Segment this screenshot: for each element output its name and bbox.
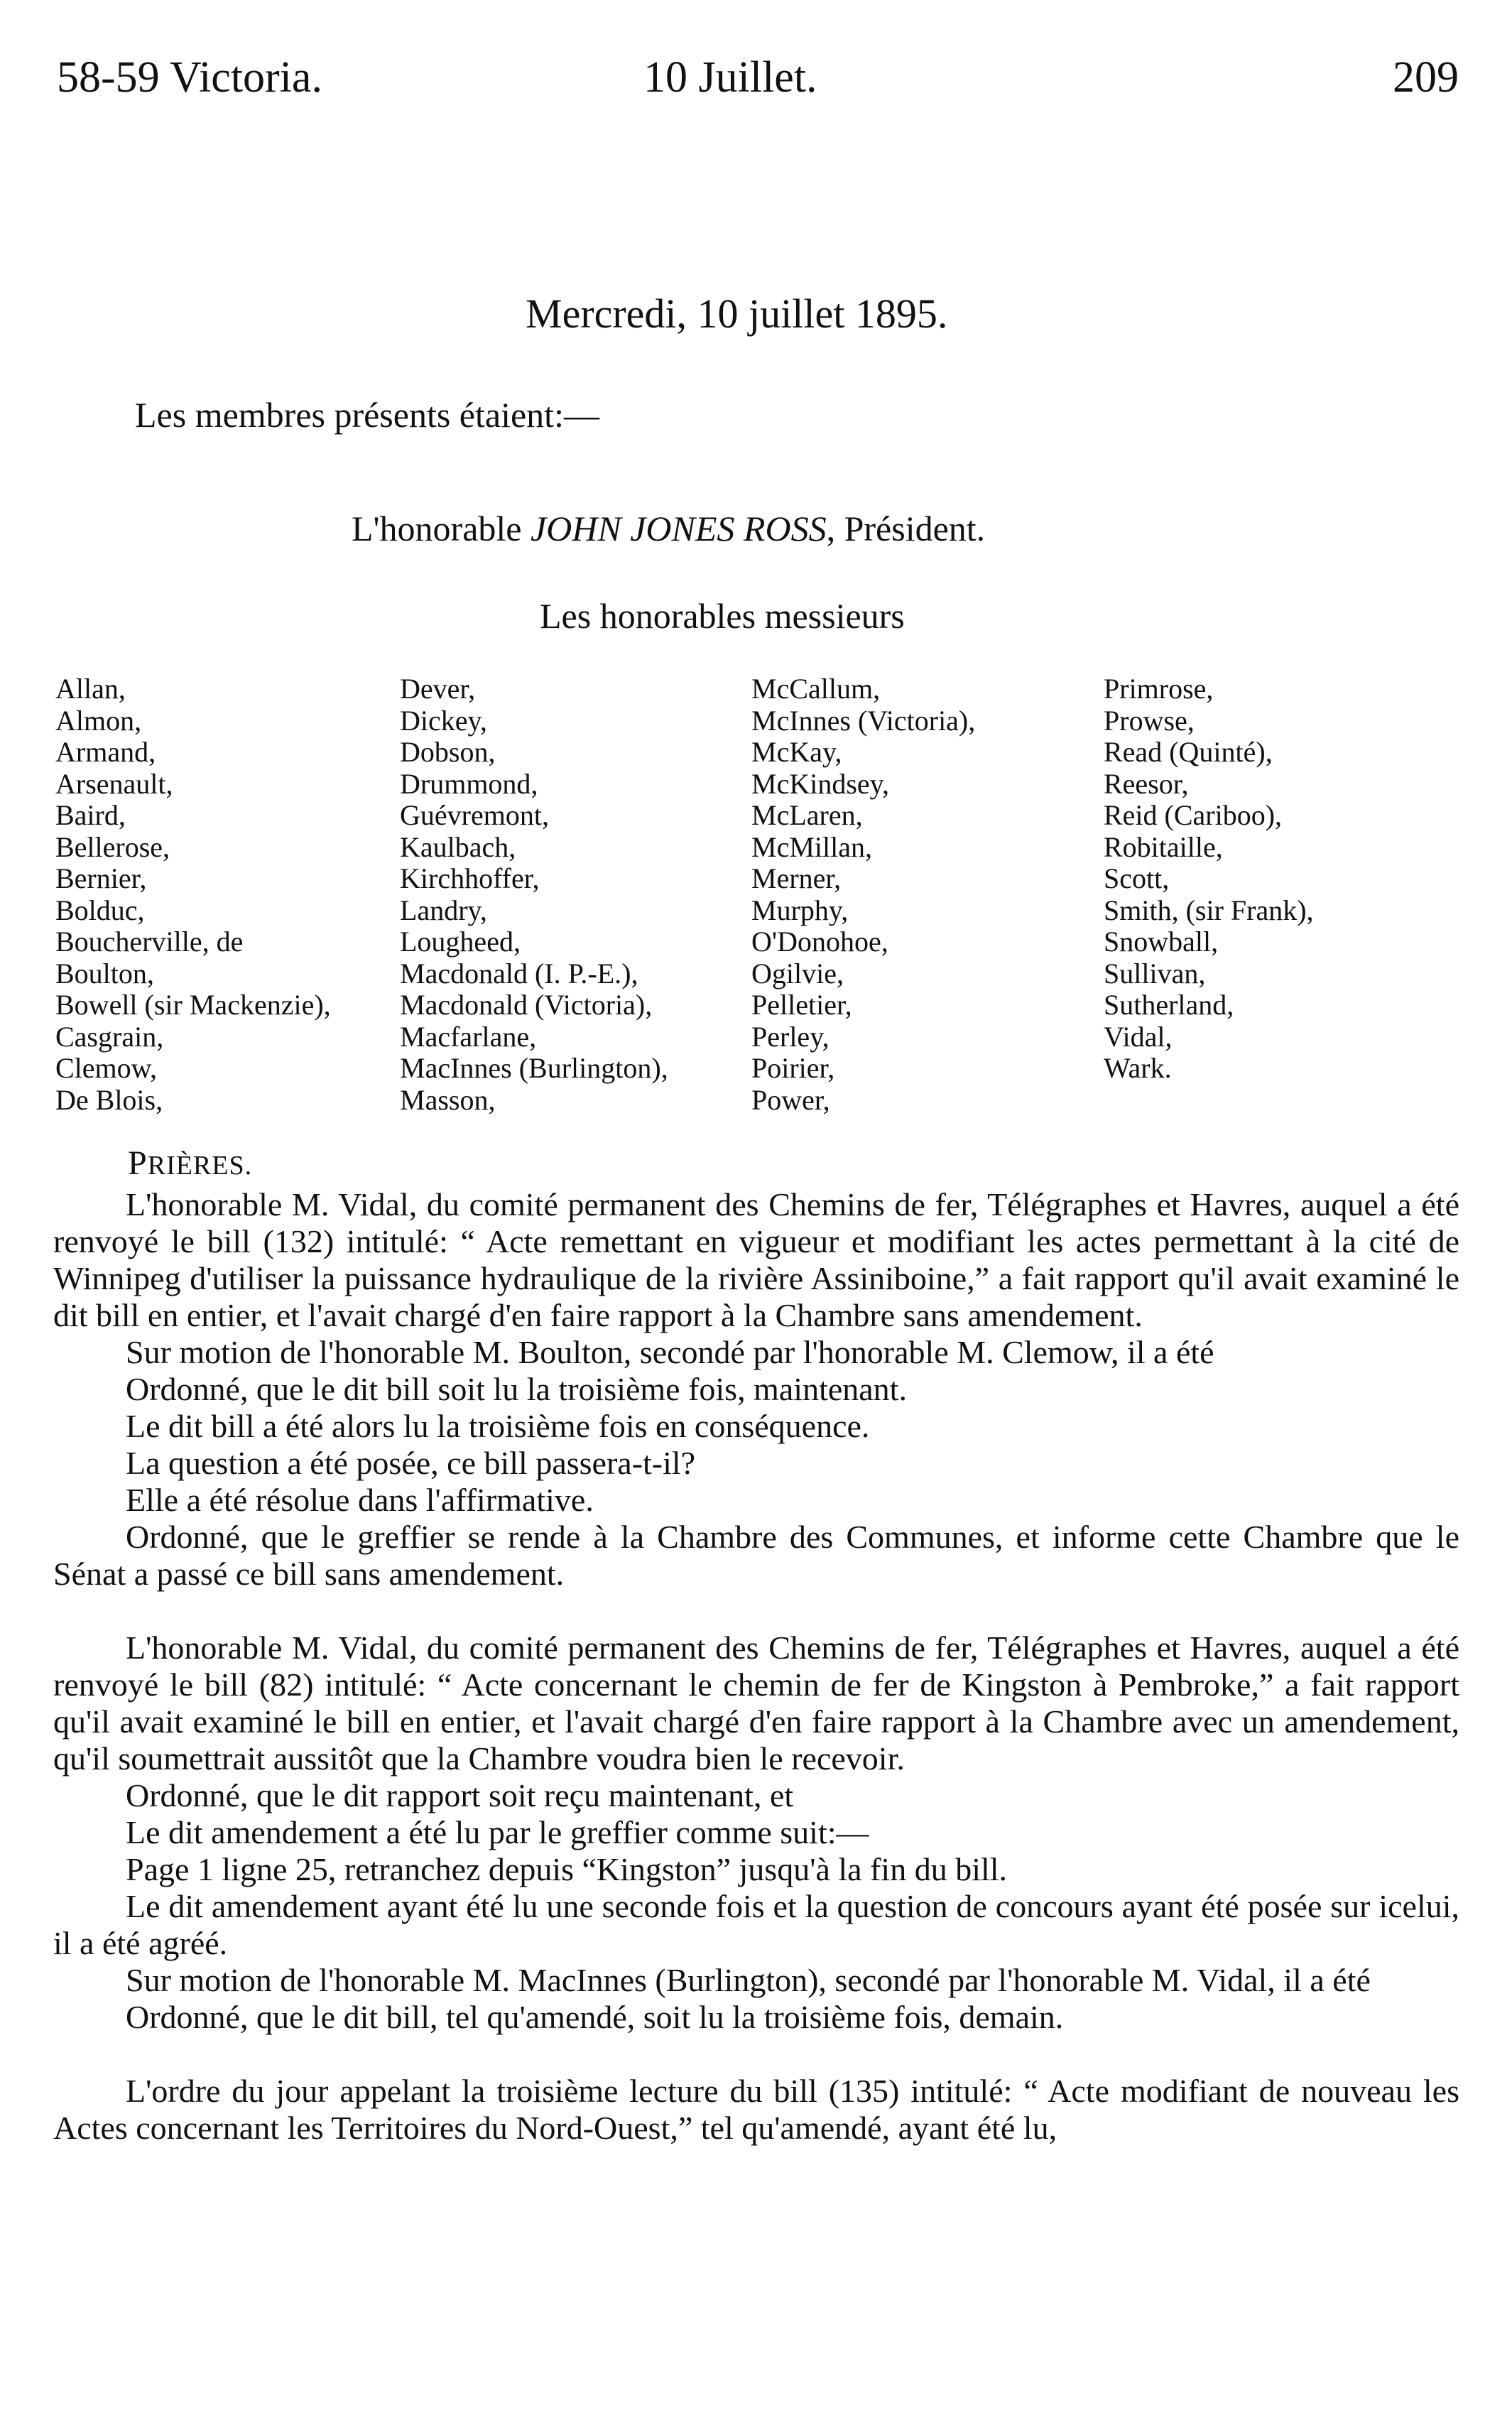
member-name: Prowse, [1104, 704, 1195, 737]
running-header-date: 10 Juillet. [643, 53, 817, 102]
member-name: Lougheed, [400, 926, 521, 958]
member-name: Armand, [55, 736, 156, 768]
member-name: Read (Quinté), [1104, 736, 1273, 768]
proceedings-text [53, 1186, 1459, 2147]
proceedings-paragraph: L'honorable M. Vidal, du comité permanent des Chemins de fer, Télégraphes et Havres, auquel a été renvoyé le bill (132) intitulé: “ Acte remettant en vigueur et modifiant les actes permettant à la cité de Winnipeg d'utiliser la puissance hydraulique de la rivière Assiniboine,” a fait rapport qu'il avait examiné le dit bill en entier, et l'avait chargé d'en faire rapport à la Chambre sans amendement. [53, 1186, 1459, 1333]
present-members-label: Les membres présents étaient:— [135, 395, 599, 435]
sitting-date: Mercredi, 10 juillet 1895. [526, 291, 948, 337]
honorables-label: Les honorables messieurs [540, 596, 905, 636]
member-name: Smith, (sir Frank), [1104, 894, 1314, 926]
member-name: Murphy, [751, 894, 849, 926]
member-name: Landry, [400, 894, 487, 926]
member-column-2 [400, 673, 668, 1116]
member-name: Kaulbach, [400, 830, 516, 863]
prayers-rest: RIÈRES. [147, 1151, 253, 1181]
member-name: O'Donohoe, [751, 926, 888, 958]
member-name: McInnes (Victoria), [751, 704, 976, 737]
proceedings-paragraph: Page 1 ligne 25, retranchez depuis “Kingston” jusqu'à la fin du bill. [126, 1851, 1008, 1887]
page-number: 209 [1393, 53, 1459, 102]
member-name: Macdonald (Victoria), [400, 989, 653, 1021]
proceedings-paragraph: Ordonné, que le dit bill soit lu la troisième fois, maintenant. [126, 1371, 907, 1407]
member-column-3 [751, 673, 975, 1116]
member-name: Boulton, [55, 957, 154, 989]
proceedings-paragraph: Sur motion de l'honorable M. MacInnes (Burlington), secondé par l'honorable M. Vidal, il a été [126, 1962, 1371, 1998]
member-name: Reesor, [1104, 767, 1189, 800]
member-name: Allan, [55, 673, 126, 705]
member-name: Boucherville, de [55, 926, 244, 958]
member-name: Dobson, [400, 736, 496, 768]
member-name: Almon, [55, 704, 142, 737]
member-name: Snowball, [1104, 926, 1219, 958]
member-name: Macdonald (I. P.-E.), [400, 957, 638, 989]
member-name: Bellerose, [55, 830, 170, 863]
member-name: Guévremont, [400, 799, 549, 831]
president-name: JOHN JONES ROSS [530, 509, 827, 548]
member-name: Ogilvie, [751, 957, 844, 989]
member-name: Bolduc, [55, 894, 145, 926]
proceedings-paragraph: Ordonné, que le greffier se rende à la Chambre des Communes, et informe cette Chambre que le Sénat a passé ce bill sans amendement. [53, 1519, 1459, 1592]
prayers-initial: P [128, 1144, 148, 1182]
proceedings-paragraph: Le dit amendement a été lu par le greffier comme suit:— [126, 1814, 869, 1850]
proceedings-paragraph: La question a été posée, ce bill passera-t-il? [126, 1445, 696, 1481]
member-name: Bowell (sir Mackenzie), [55, 989, 331, 1021]
member-name: Merner, [751, 862, 842, 894]
president-suffix: , Président. [826, 509, 986, 548]
proceedings-paragraph: Sur motion de l'honorable M. Boulton, secondé par l'honorable M. Clemow, il a été [126, 1334, 1214, 1370]
member-name: Perley, [751, 1020, 830, 1053]
member-name: Macfarlane, [400, 1020, 537, 1053]
member-name: McMillan, [751, 830, 872, 863]
proceedings-paragraph: Le dit bill a été alors lu la troisième fois en conséquence. [126, 1408, 870, 1444]
member-name: Vidal, [1104, 1020, 1173, 1053]
proceedings-paragraph: Ordonné, que le dit rapport soit reçu maintenant, et [126, 1777, 794, 1813]
member-name: McLaren, [751, 799, 863, 831]
member-name: Arsenault, [55, 767, 173, 800]
member-name: Bernier, [55, 862, 147, 894]
member-name: McKay, [751, 736, 842, 768]
running-header-session: 58-59 Victoria. [57, 53, 322, 102]
member-column-4 [1104, 673, 1314, 1085]
president-prefix: L'honorable [352, 509, 531, 548]
member-name: Dever, [400, 673, 476, 705]
member-name: Pelletier, [751, 989, 852, 1021]
member-name: McKindsey, [751, 767, 890, 800]
member-name: Primrose, [1104, 673, 1214, 705]
proceedings-paragraph: Le dit amendement ayant été lu une seconde fois et la question de concours ayant été posée sur icelui, il a été agréé. [53, 1888, 1459, 1961]
member-name: Sullivan, [1104, 957, 1206, 989]
member-name: Poirier, [751, 1052, 835, 1084]
proceedings-paragraph: L'ordre du jour appelant la troisième lecture du bill (135) intitulé: “ Acte modifiant de nouveau les Actes concernant les Territoires du Nord-Ouest,” tel qu'amendé, ayant été lu, [53, 2073, 1459, 2146]
member-name: Kirchhoffer, [400, 862, 540, 894]
member-name: Baird, [55, 799, 126, 831]
president-line [352, 508, 985, 549]
member-list [55, 673, 1476, 1114]
member-name: Scott, [1104, 862, 1170, 894]
prayers-heading [128, 1144, 252, 1183]
proceedings-paragraph: Elle a été résolue dans l'affirmative. [126, 1482, 594, 1518]
member-name: Reid (Cariboo), [1104, 799, 1283, 831]
member-name: Masson, [400, 1083, 496, 1116]
member-name: Wark. [1104, 1052, 1172, 1084]
member-name: McCallum, [751, 673, 881, 705]
member-name: Power, [751, 1083, 830, 1116]
member-name: Casgrain, [55, 1020, 164, 1053]
proceedings-paragraph: L'honorable M. Vidal, du comité permanent des Chemins de fer, Télégraphes et Havres, auquel a été renvoyé le bill (82) intitulé: “ Acte concernant le chemin de fer de Kingston à Pembroke,” a fait rapport qu'il avait examiné le bill en entier, et l'avait chargé d'en faire rapport à la Chambre avec un amendement, qu'il soumettrait aussitôt que la Chambre voudra bien le recevoir. [53, 1629, 1459, 1777]
member-name: MacInnes (Burlington), [400, 1052, 668, 1084]
member-name: De Blois, [55, 1083, 163, 1116]
member-column-1 [55, 673, 331, 1116]
member-name: Clemow, [55, 1052, 157, 1084]
proceedings-paragraph: Ordonné, que le dit bill, tel qu'amendé, soit lu la troisième fois, demain. [126, 1999, 1064, 2035]
member-name: Sutherland, [1104, 989, 1234, 1021]
member-name: Robitaille, [1104, 830, 1223, 863]
member-name: Dickey, [400, 704, 487, 737]
member-name: Drummond, [400, 767, 538, 800]
